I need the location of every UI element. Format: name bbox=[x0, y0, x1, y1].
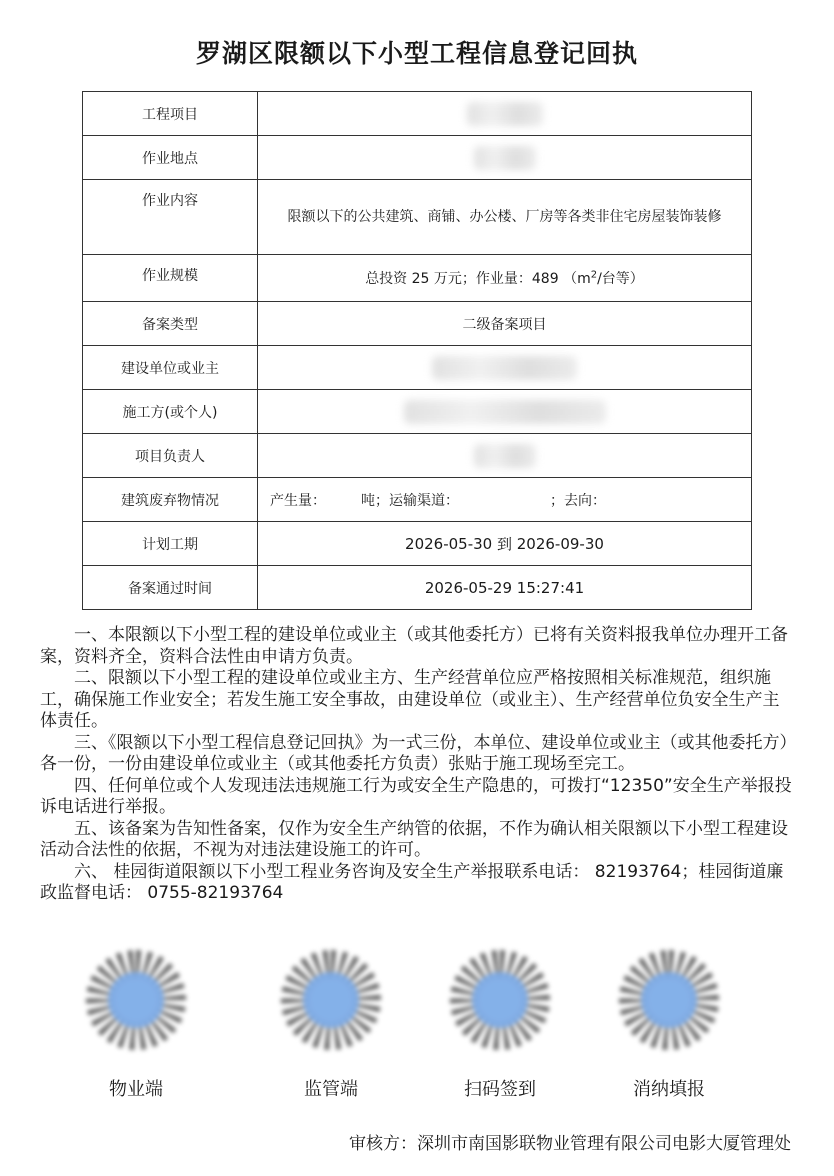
location-value bbox=[258, 136, 752, 180]
document-title: 罗湖区限额以下小型工程信息登记回执 bbox=[195, 39, 638, 68]
contractor-label: 施工方(或个人) bbox=[83, 390, 258, 434]
contractor-value-text bbox=[404, 400, 606, 424]
period-value: 2026-05-30 到 2026-09-30 bbox=[258, 522, 752, 566]
note-3: 三、《限额以下小型工程信息登记回执》为一式三份，本单位、建设单位或业主（或其他委托方）各一份，一份由建设单位或业主（或其他委托方负责）张贴于施工现场至完工。 bbox=[40, 732, 788, 774]
row-owner bbox=[83, 346, 752, 390]
auditor-line: 审核方：深圳市南国影联物业管理有限公司电影大厦管理处 bbox=[349, 1134, 791, 1154]
type-label: 备案类型 bbox=[83, 302, 258, 346]
scale-suffix: /台等） bbox=[597, 271, 644, 287]
content-value: 限额以下的公共建筑、商铺、办公楼、厂房等各类非住宅房屋装饰装修 bbox=[258, 180, 752, 255]
location-value-text bbox=[474, 146, 536, 170]
row-type bbox=[83, 302, 752, 346]
note-4: 四、任何单位或个人发现违法违规施工行为或安全生产隐患的，可拨打“12350”安全生产举报投诉电话进行举报。 bbox=[40, 775, 792, 817]
manager-value-text bbox=[474, 444, 536, 468]
qr-code-property[interactable] bbox=[86, 950, 186, 1050]
manager-value bbox=[258, 434, 752, 478]
scale-sup: 2 bbox=[590, 269, 598, 281]
note-6: 六、 桂园街道限额以下小型工程业务咨询及安全生产举报联系电话： 82193764；桂园街道廉政监督电话： 0755-82193764 bbox=[40, 861, 784, 903]
qr-code-disposal[interactable] bbox=[619, 950, 719, 1050]
row-manager bbox=[83, 434, 752, 478]
qr-label-checkin: 扫码签到 bbox=[464, 1079, 536, 1100]
content-label: 作业内容 bbox=[83, 180, 258, 255]
scale-label: 作业规模 bbox=[83, 255, 258, 302]
manager-label: 项目负责人 bbox=[83, 434, 258, 478]
owner-value-text bbox=[432, 356, 576, 380]
row-contractor bbox=[83, 390, 752, 434]
contractor-value bbox=[258, 390, 752, 434]
qr-code-checkin[interactable] bbox=[450, 950, 550, 1050]
scale-prefix: 总投资 25 万元；作业量：489 （m bbox=[365, 271, 591, 287]
qr-code-supervision[interactable] bbox=[281, 950, 381, 1050]
qr-label-supervision: 监管端 bbox=[304, 1079, 358, 1100]
waste-label: 建筑废弃物情况 bbox=[83, 478, 258, 522]
row-scale bbox=[83, 255, 752, 302]
qr-label-property: 物业端 bbox=[109, 1079, 163, 1100]
qr-code-area bbox=[0, 945, 834, 1105]
row-waste bbox=[83, 478, 752, 522]
project-value-text bbox=[467, 102, 543, 126]
row-content bbox=[83, 180, 752, 255]
note-2: 二、限额以下小型工程的建设单位或业主方、生产经营单位应严格按照相关标准规范，组织施工，确保施工作业安全；若发生施工安全事故，由建设单位（或业主）、生产经营单位负安全生产主体责任。 bbox=[40, 668, 780, 731]
note-1: 一、本限额以下小型工程的建设单位或业主（或其他委托方）已将有关资料报我单位办理开工备案，资料齐全，资料合法性由申请方负责。 bbox=[40, 625, 788, 667]
row-approved bbox=[83, 566, 752, 610]
row-project bbox=[83, 92, 752, 136]
type-value: 二级备案项目 bbox=[258, 302, 752, 346]
approved-label: 备案通过时间 bbox=[83, 566, 258, 610]
note-5: 五、该备案为告知性备案，仅作为安全生产纳管的依据，不作为确认相关限额以下小型工程建设活动合法性的依据，不视为对违法建设施工的许可。 bbox=[40, 818, 788, 860]
row-location bbox=[83, 136, 752, 180]
approved-value: 2026-05-29 15:27:41 bbox=[258, 566, 752, 610]
period-label: 计划工期 bbox=[83, 522, 258, 566]
notes-section bbox=[40, 625, 792, 905]
waste-value: 产生量： 吨；运输渠道： ；去向： bbox=[258, 478, 752, 522]
info-table bbox=[82, 91, 752, 610]
owner-label: 建设单位或业主 bbox=[83, 346, 258, 390]
row-period bbox=[83, 522, 752, 566]
owner-value bbox=[258, 346, 752, 390]
project-value bbox=[258, 92, 752, 136]
qr-label-disposal: 消纳填报 bbox=[633, 1079, 705, 1100]
project-label: 工程项目 bbox=[83, 92, 258, 136]
scale-value bbox=[258, 255, 752, 302]
location-label: 作业地点 bbox=[83, 136, 258, 180]
